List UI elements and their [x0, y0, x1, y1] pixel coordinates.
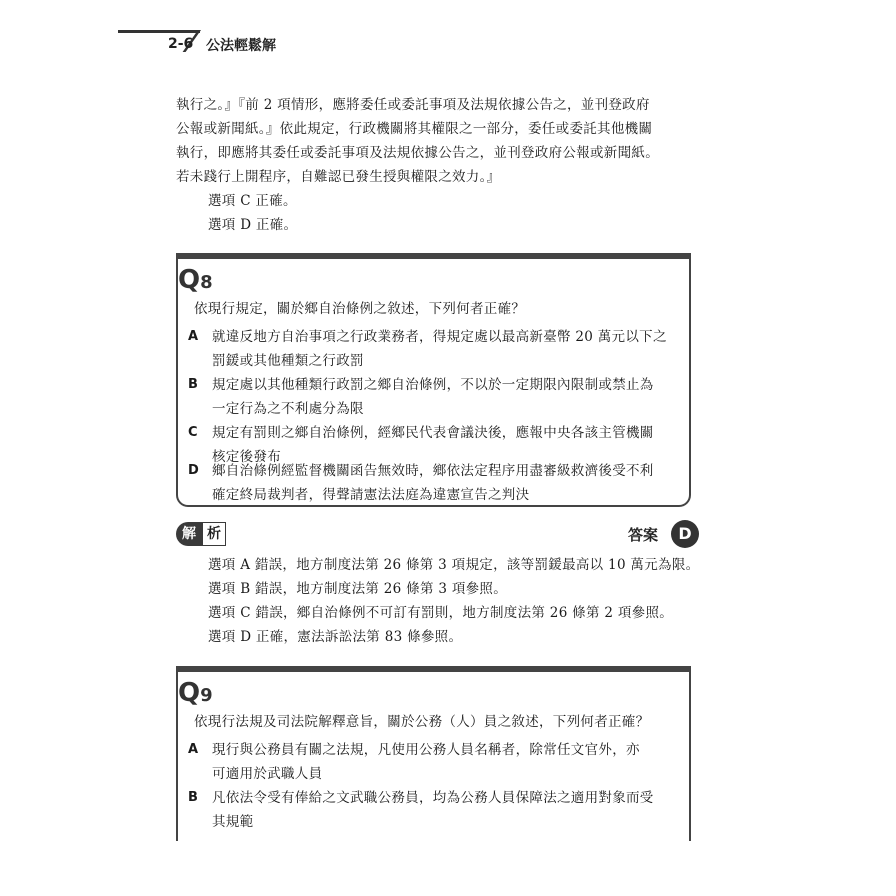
- analysis-line: 選項 B 錯誤，地方制度法第 26 條第 3 項參照。: [208, 581, 508, 597]
- intro-paragraph: [176, 93, 701, 237]
- option-letter: B: [188, 790, 199, 805]
- header-rule: [118, 30, 200, 33]
- analysis-badge-dark: 解: [176, 522, 202, 546]
- option-letter: D: [188, 463, 200, 478]
- option-line: 就違反地方自治事項之行政業務者，得規定處以最高新臺幣 20 萬元以下之: [212, 329, 667, 345]
- question-8-label: [178, 265, 213, 295]
- option-line: 現行與公務員有關之法規，凡使用公務人員名稱者，除常任文官外，亦: [212, 742, 640, 758]
- question-label-letter: Q: [178, 265, 201, 295]
- question-9-box: [176, 666, 691, 841]
- intro-line: 公報或新聞紙。』依此規定，行政機關將其權限之一部分，委任或委託其他機關: [176, 121, 653, 137]
- option-letter: C: [188, 425, 198, 440]
- question-label-letter: Q: [178, 678, 201, 708]
- intro-result: 選項 D 正確。: [208, 217, 298, 233]
- question-label-number: 8: [200, 272, 213, 293]
- option-line: 規定有罰則之鄉自治條例，經鄉民代表會議決後，應報中央各該主管機關: [212, 425, 654, 441]
- option-line: 凡依法令受有俸給之文武職公務員，均為公務人員保障法之適用對象而受: [212, 790, 654, 806]
- option-line: 一定行為之不利處分為限: [212, 401, 364, 417]
- chapter-title: 公法輕鬆解: [206, 38, 276, 54]
- analysis-line: 選項 D 正確，憲法訴訟法第 83 條參照。: [208, 629, 463, 645]
- option-line: 可適用於武職人員: [212, 766, 323, 782]
- page-number: 2-6: [168, 36, 194, 52]
- analysis-badge: [176, 522, 224, 546]
- question-9-text: 依現行法規及司法院解釋意旨，關於公務（人）員之敘述，下列何者正確？: [194, 714, 650, 730]
- option-line: 罰鍰或其他種類之行政罰: [212, 353, 364, 369]
- analysis-text: [176, 553, 701, 649]
- intro-line: 若未踐行上開程序，自難認已發生授與權限之效力。』: [176, 169, 501, 185]
- analysis-line: 選項 A 錯誤，地方制度法第 26 條第 3 項規定，該等罰鍰最高以 10 萬元為限。: [208, 557, 700, 573]
- analysis-line: 選項 C 錯誤，鄉自治條例不可訂有罰則，地方制度法第 26 條第 2 項參照。: [208, 605, 674, 621]
- analysis-badge-light: 析: [202, 522, 226, 546]
- question-8-box: [176, 253, 691, 507]
- option-line: 規定處以其他種類行政罰之鄉自治條例，不以於一定期限內限制或禁止為: [212, 377, 654, 393]
- answer-label: 答案: [628, 526, 659, 544]
- question-8-text: 依現行規定，關於鄉自治條例之敘述，下列何者正確？: [194, 301, 526, 317]
- option-letter: A: [188, 329, 199, 344]
- option-line: 確定終局裁判者，得聲請憲法法庭為違憲宣告之判決: [212, 487, 530, 503]
- intro-result: 選項 C 正確。: [208, 193, 297, 209]
- option-line: 核定後發布: [212, 449, 281, 465]
- question-9-label: [178, 678, 213, 708]
- intro-line: 執行，即應將其委任或委託事項及法規依據公告之，並刊登政府公報或新聞紙。: [176, 145, 659, 161]
- option-line: 其規範: [212, 814, 254, 830]
- answer-value: D: [671, 520, 699, 548]
- option-letter: A: [188, 742, 199, 757]
- option-letter: B: [188, 377, 199, 392]
- question-label-number: 9: [200, 685, 213, 706]
- option-line: 鄉自治條例經監督機關函告無效時，鄉依法定程序用盡審級救濟後受不利: [212, 463, 654, 479]
- intro-line: 執行之。』『前 2 項情形，應將委任或委託事項及法規依據公告之，並刊登政府: [176, 97, 650, 113]
